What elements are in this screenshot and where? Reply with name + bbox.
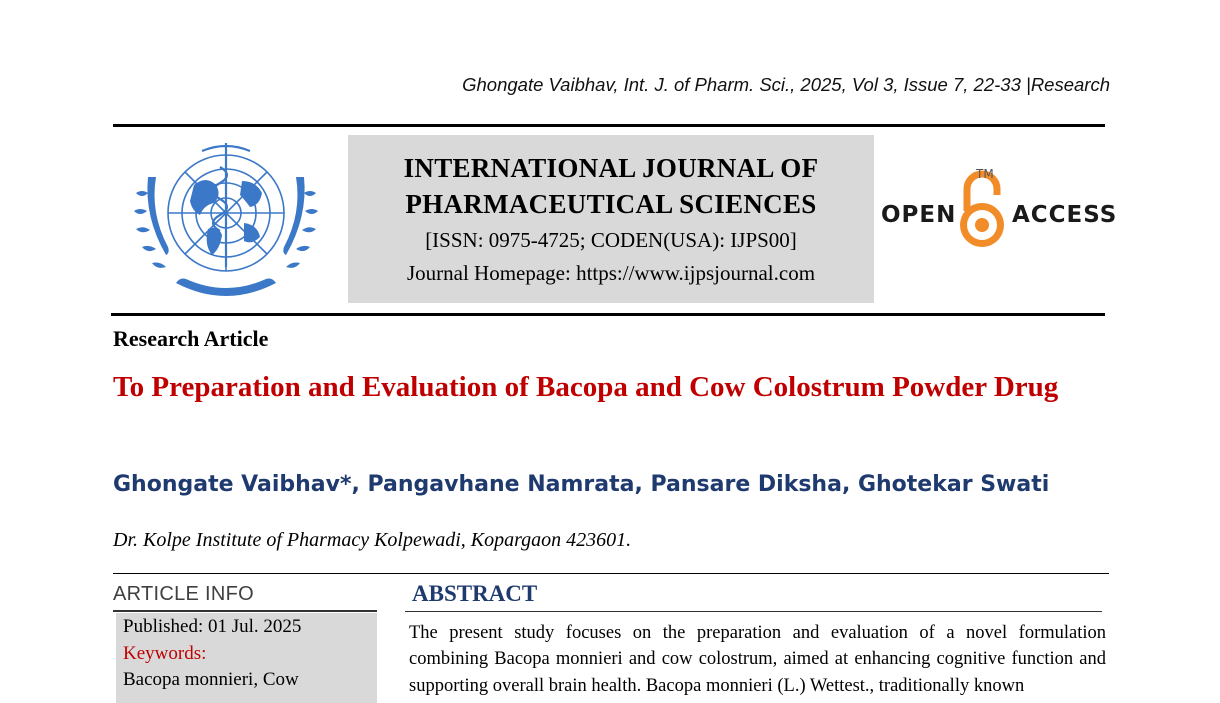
open-access-left-word: OPEN (881, 202, 957, 228)
open-access-right-word: ACCESS (1012, 202, 1118, 228)
section-divider (113, 573, 1109, 574)
journal-title-panel (348, 135, 874, 303)
running-header: Ghongate Vaibhav, Int. J. of Pharm. Sci., 2025, Vol 3, Issue 7, 22-33 |Research (462, 74, 1110, 95)
article-title: To Preparation and Evaluation of Bacopa and Cow Colostrum Powder Drug (113, 371, 1059, 403)
article-authors: Ghongate Vaibhav*, Pangavhane Namrata, Pansare Diksha, Ghotekar Swati (113, 472, 1050, 497)
keywords-value: Bacopa monnieri, Cow (123, 669, 299, 690)
article-info-rule (113, 610, 377, 612)
article-info-heading: ARTICLE INFO (113, 583, 255, 605)
journal-emblem-icon (124, 137, 328, 307)
open-access-trademark: TM (976, 167, 994, 181)
keywords-label: Keywords: (123, 643, 207, 664)
header-bottom-rule (111, 313, 1105, 316)
header-top-rule (113, 124, 1105, 127)
published-date: Published: 01 Jul. 2025 (123, 616, 302, 637)
journal-homepage[interactable]: Journal Homepage: https://www.ijpsjournal.com (406, 261, 816, 285)
open-access-logo (878, 165, 1118, 257)
abstract-rule (405, 611, 1102, 612)
article-type: Research Article (113, 326, 269, 351)
abstract-heading: ABSTRACT (412, 581, 538, 606)
journal-title-line2: PHARMACEUTICAL SCIENCES (405, 189, 817, 219)
journal-issn: [ISSN: 0975-4725; CODEN(USA): IJPS00] (425, 228, 797, 252)
journal-title-line1: INTERNATIONAL JOURNAL OF (403, 153, 819, 183)
author-affiliation: Dr. Kolpe Institute of Pharmacy Kolpewadi, Kopargaon 423601. (113, 529, 632, 551)
abstract-text: The present study focuses on the preparation and evaluation of a novel formulation combining Bacopa monnieri and cow colostrum, aimed at enhancing cognitive function and supporting overall brain health. Bacopa monnieri (L.) Wettest., traditionally known (409, 623, 1106, 696)
article-info-panel (116, 613, 377, 703)
